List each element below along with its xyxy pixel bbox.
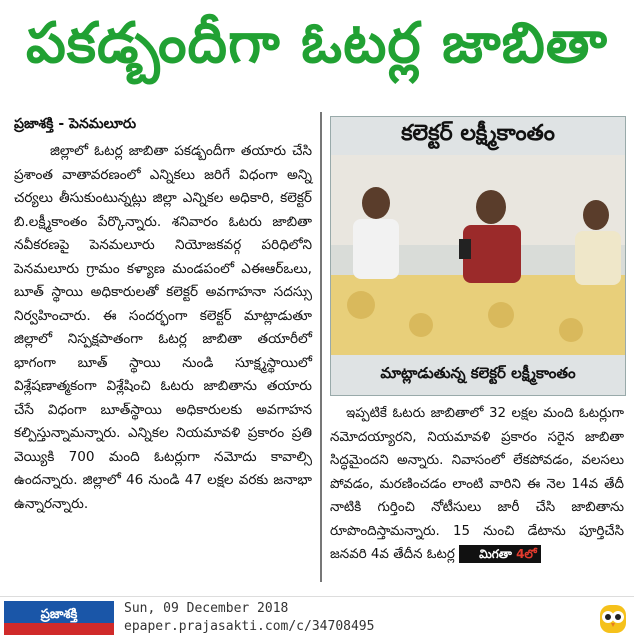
footer-url[interactable]: epaper.prajasakti.com/c/34708495 (124, 619, 375, 634)
continued-label: మిగతా (479, 547, 512, 561)
article-left-column (14, 140, 312, 516)
owl-icon (598, 601, 628, 635)
photo-caption: మాట్లాడుతున్న కలెక్టర్ లక్ష్మీకాంతం (331, 355, 625, 395)
headline: పకడ్బందీగా ఓటర్ల జాబితా (25, 10, 609, 76)
photo-box (330, 116, 626, 396)
meeting-photo (331, 155, 625, 355)
column-divider (320, 112, 322, 582)
footer-date: Sun, 09 December 2018 (124, 601, 289, 616)
article-paragraph (330, 402, 624, 567)
dateline: ప్రజాశక్తి - పెనమలూరు (14, 116, 137, 132)
continued-badge[interactable] (459, 545, 541, 563)
article-text: ఇప్పటికే ఓటరు జాబితాలో 32 లక్షల మంది ఓటర్లుగా నమోదయ్యారని, నియమావళి ప్రకారం సరైన జాబితా సిద్ధమైందని అన్నారు. నివాసంలో లేకపోవడం, వలసలు పోవడం, మరణించడం లాంటి వారిని ఈ నెల 14వ తేదీ నాటికి గుర్తించి నోటీసులు జారీ చేసి జాబితాను రూపొందిస్తామన్నారు. 15 నుంచి డేటాను పూర్తిచేసి జనవరి 4వ తేదీన ఓటర్ల (330, 406, 624, 562)
article-right-column (330, 402, 624, 567)
photo-title: కలెక్టర్ లక్ష్మీకాంతం (331, 117, 625, 155)
article-paragraph: జిల్లాలో ఓటర్ల జాబితా పకడ్బందీగా తయారు చేసి ప్రశాంత వాతావరణంలో ఎన్నికలు జరిగే విధంగా అన్ని చర్యలు తీసుకుంటున్నట్లు జిల్లా ఎన్నికల అధికారి, కలెక్టర్ బి.లక్ష్మీకాంతం పేర్కొన్నారు. శనివారం ఓటరు జాబితా నవీకరణపై పెనమలూరు నియోజకవర్గ పరిధిలోని పెనమలూరు గ్రామం కళ్యాణ మండపంలో ఎఈఆర్ఒలు, బూత్ స్థాయి అధికారులతో కలెక్టర్ అవగాహనా సదస్సు నిర్వహించారు. ఈ సందర్భంగా కలెక్టర్ మాట్లాడుతూ జిల్లాలో నిస్పక్షపాతంగా ఓటర్ల జాబితా తయారీలో భాగంగా బూత్ స్థాయి నుండి సూక్ష్మస్థాయిలో విశ్లేషణాత్మకంగా విశ్లేషించి ఓటరు జాబితాను తయారు చేసే విధంగా బూత్‌స్థాయి అధికారులకు అవగాహన కల్పిస్తున్నామన్నారు. ఎన్నికల నియమావళి ప్రకారం ప్రతి వెయ్యికి 700 మంది ఓటర్లుగా నమోదు కావాల్సి ఉందన్నారు. జిల్లాలో 46 నుండి 47 లక్షల వరకు జనాభా ఉన్నారన్నారు. (14, 143, 312, 512)
continued-page: 4లో (516, 547, 537, 561)
logo-text: ప్రజాశక్తి (40, 607, 78, 622)
footer (0, 596, 634, 641)
prajasakti-logo (4, 601, 114, 635)
